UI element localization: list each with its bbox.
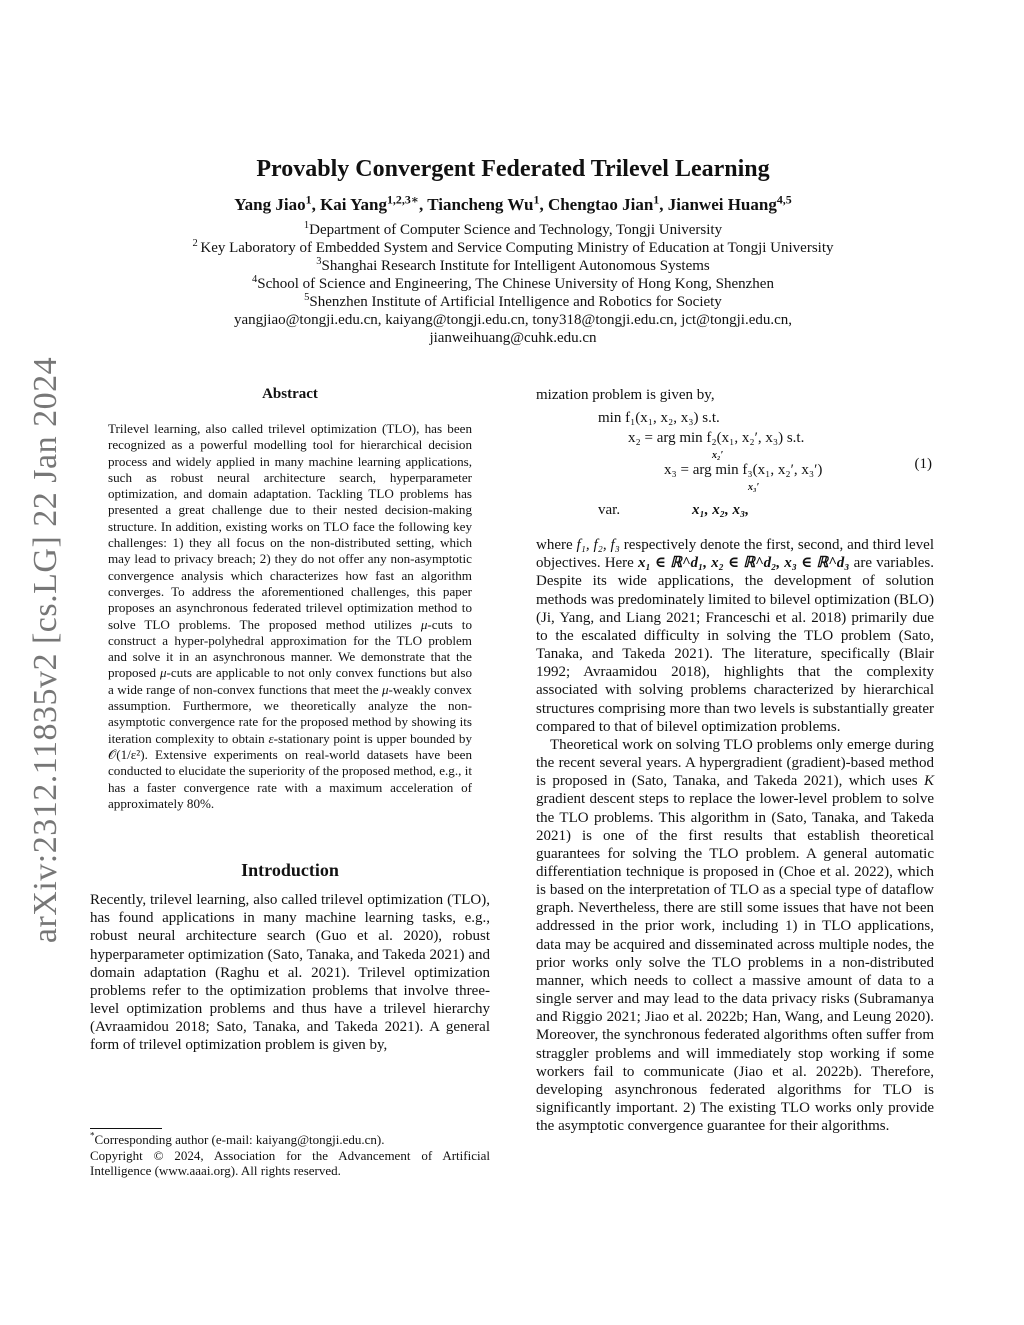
author-name: Jianwei Huang xyxy=(667,195,777,214)
equation-subscript-2: x₂′ xyxy=(712,450,724,462)
author-affiliation-mark: 1,2,3∗ xyxy=(386,192,419,207)
equation-intro-tail: mization problem is given by, xyxy=(536,387,715,403)
equation-number: (1) xyxy=(914,456,932,473)
author-name: Tiancheng Wu xyxy=(427,195,534,214)
author-list: Yang Jiao$^1$, Kai Yang$^{1,2,3∗}$, Tiancheng Wu$^1$, Chengtao Jian$^1$, Jianwei Huang$^{4,5}$ xyxy=(234,192,792,214)
affiliation-line: $^1$Department of Computer Science and Technology, Tongji University xyxy=(303,220,723,238)
equation-line-2: x₂ = arg min f₂(x₁, x₂′, x₃) s.t. xyxy=(628,430,805,447)
author-affiliation-mark: 1 xyxy=(533,192,540,207)
left-column xyxy=(90,386,490,1055)
affiliation-list xyxy=(90,221,936,311)
right-paragraph-2: Theoretical work on solving TLO problems only emerge during the recent several years. A hypergradient (gradient)-based method is proposed in (Sato, Tanaka, and Takeda 2021), which uses K gradient descent steps to replace the lower-level problem to solve the TLO problems. This algorithm in (Sato, Tanaka, and Takeda 2021) is one of the first results that establish theoretical guarantees for solving the TLO problem. A general automatic differentiation technique is proposed in (Choe et al. 2022), which is based on the interpretation of TLO as a special type of dataflow graph. Nevertheless, there are still some issues that have not been addressed in the prior work, including 1) in TLO applications, data may be acquired and disseminated across multiple nodes, the prior works only solve the TLO problems in a non-distributed manner, which needs to collect a massive amount of data to a single server and may lead to the data privacy risks (Subramanya and Riggio 2021; Jiao et al. 2022b; Han, Wang, and Leung 2020). Moreover, the synchronous federated algorithms often suffer from straggler problems and will immediately stop working if some workers fail to communicate (Jiao et al. 2022b). Therefore, developing asynchronous federated algorithms for TLO is significantly important. 2) The existing TLO works only provide the asymptotic convergence guarantee for their algorithms. xyxy=(536,736,934,1135)
equation-var-label: var. xyxy=(598,502,621,519)
right-paragraph-1: where f₁, f₂, f₃ respectively denote the first, second, and third level objectives. Here x₁ ∈ ℝ^d₁, x₂ ∈ ℝ^d₂, x₃ ∈ ℝ^d₃ are variables. Despite its wide applications, the development of solution methods was predominately limited to bilevel optimization (BLO) (Ji, Yang, and Liang 2021; Franceschi et al. 2018) primarily due to the escalated difficulty in solving the TLO problem (Sato, Tanaka, and Takeda 2021). The literature, specifically (Blair 1992; Avraamidou 2018), highlights that the complexity associated with solving problems characterized by hierarchical structures comprising more than two levels is substantially greater compared to that of bilevel optimization problems. xyxy=(536,537,934,735)
arxiv-identifier-stamp xyxy=(22,356,70,944)
complexity-bound: 𝒪(1/ε²) xyxy=(108,746,145,762)
affiliation-line: $^3$Shanghai Research Institute for Intelligent Autonomous Systems xyxy=(316,256,710,274)
author-affiliation-mark: 1 xyxy=(653,192,660,207)
affiliation-line: $^2$ Key Laboratory of Embedded System and Service Computing Ministry of Education at Tongji University xyxy=(192,238,834,256)
author-name: Chengtao Jian xyxy=(547,195,654,214)
footnote-corresponding: *Corresponding author (e-mail: kaiyang@tongji.edu.cn). xyxy=(90,1130,385,1147)
author-name: Kai Yang xyxy=(320,195,387,214)
footnote xyxy=(90,1128,490,1179)
abstract-heading: Abstract xyxy=(262,386,318,402)
email-line-1: yangjiao@tongji.edu.cn, kaiyang@tongji.edu.cn, tony318@tongji.edu.cn, jct@tongji.edu.cn, xyxy=(233,312,793,328)
affiliation-line: $^4$School of Science and Engineering, The Chinese University of Hong Kong, Shenzhen xyxy=(252,274,774,292)
arxiv-id-text: arXiv:2312.11835v2 [cs.LG] 22 Jan 2024 xyxy=(27,356,64,944)
affiliation-line: $^5$Shenzhen Institute of Artificial Intelligence and Robotics for Society xyxy=(304,292,722,310)
footnote-rule xyxy=(90,1128,162,1129)
author-affiliation-mark: 1 xyxy=(305,192,312,207)
trilevel-equation xyxy=(536,410,934,530)
intro-paragraph-1: Recently, trilevel learning, also called trilevel optimization (TLO), has found applications in many machine learning tasks, e.g., robust neural architecture search (Guo et al. 2020), robust hyperparameter optimization (Sato, Tanaka, and Takeda 2021) and domain adaptation (Raghu et al. 2021). Trilevel optimization problems refer to the optimization problems that involve three-level optimization problems and thus have a trilevel hierarchy (Avraamidou 2018; Sato, Tanaka, and Takeda 2021). A general form of trilevel optimization problem is given by, xyxy=(90,892,490,1054)
right-column xyxy=(536,386,934,1135)
equation-var-list: x₁, x₂, x₃, xyxy=(692,502,749,519)
equation-line-3: x₃ = arg min f₃(x₁, x₂′, x₃′) xyxy=(664,462,823,479)
author-affiliation-mark: 4,5 xyxy=(776,192,792,207)
introduction-heading: Introduction xyxy=(241,860,339,881)
abstract-text: Trilevel learning, also called trilevel optimization (TLO), has been recognized as a powerful modelling tool for hierarchical decision process and widely applied in many machine learning applications, such as robust neural architecture search, hyperparameter optimization, and domain adaptation. Tackling TLO problems has presented a great challenge due to their nested decision-making structure. In addition, existing works on TLO face the following key challenges: 1) they all focus on the non-distributed setting, which may lead to privacy breach; 2) they do not offer any non-asymptotic convergence analysis which characterizes how fast an algorithm converges. To address the aforementioned challenges, this paper proposes an asynchronous federated trilevel optimization method to solve TLO problems. The proposed method utilizes μ-cuts to construct a hyper-polyhedral approximation for the TLO problem and solve it in an asynchronous manner. We demonstrate that the proposed μ-cuts are applicable to not only convex functions but also a wide range of non-convex functions that meet the μ-weakly convex assumption. Furthermore, we theoretically analyze the non-asymptotic convergence rate for the proposed method by showing its iteration complexity to obtain ε-stationary point is upper bounded by 𝒪(1/ε²). Extensive experiments on real-world datasets have been conducted to elucidate the superiority of the proposed method, e.g., it has a faster convergence rate with a maximum acceleration of approximately 80%. xyxy=(108,421,473,811)
paper-header xyxy=(90,156,936,347)
author-name: Yang Jiao xyxy=(234,195,306,214)
paper-title: Provably Convergent Federated Trilevel Learning xyxy=(256,156,770,182)
equation-line-1: min f₁(x₁, x₂, x₃) s.t. xyxy=(598,410,720,427)
equation-subscript-3: x₃′ xyxy=(748,482,760,494)
email-line-2: jianweihuang@cuhk.edu.cn xyxy=(429,330,597,346)
footnote-copyright: Copyright © 2024, Association for the Advancement of Artificial Intelligence (www.aaai.org). All rights reserved. xyxy=(90,1147,490,1178)
